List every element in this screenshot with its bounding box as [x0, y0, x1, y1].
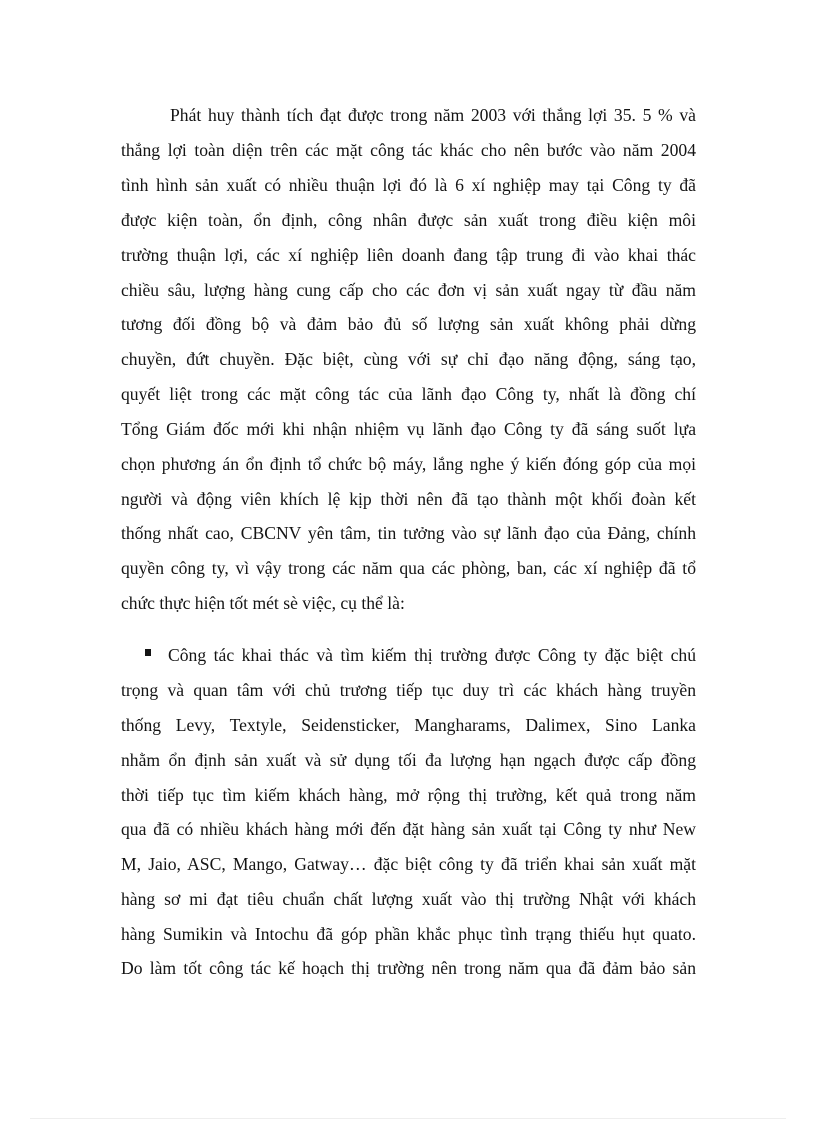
bullet-line: Do làm tốt công tác kế hoạch thị trường nên trong năm qua đã đảm bảo sản [121, 958, 696, 978]
paragraph-line: chức thực hiện tốt mét sè việc, cụ thể là: [121, 593, 405, 613]
paragraph-line: chọn phương án ổn định tổ chức bộ máy, lắng nghe ý kiến đóng góp của mọi [121, 454, 696, 474]
bullet-line: qua đã có nhiều khách hàng mới đến đặt hàng sản xuất tại Công ty như New [121, 819, 696, 839]
bullet-line: hàng sơ mi đạt tiêu chuẩn chất lượng xuất vào thị trường Nhật với khách [121, 889, 696, 909]
paragraph-line: chiều sâu, lượng hàng cung cấp cho các đơn vị sản xuất ngay từ đầu năm [121, 280, 696, 300]
bullet-line: hàng Sumikin và Intochu đã góp phần khắc phục tình trạng thiếu hụt quato. [121, 924, 696, 944]
paragraph-line: quyết liệt trong các mặt công tác của lãnh đạo Công ty, nhất là đồng chí [121, 384, 696, 404]
bullet-line: M, Jaio, ASC, Mango, Gatway… đặc biệt công ty đã triển khai sản xuất mặt [121, 854, 696, 874]
paragraph-line: được kiện toàn, ổn định, công nhân được sản xuất trong điều kiện môi [121, 210, 696, 230]
paragraph-line: chuyền, đứt chuyền. Đặc biệt, cùng với sự chỉ đạo năng động, sáng tạo, [121, 349, 696, 369]
paragraph-line: người và động viên khích lệ kịp thời nên đã tạo thành một khối đoàn kết [121, 489, 696, 509]
bullet-line: thời tiếp tục tìm kiếm khách hàng, mở rộng thị trường, kết quả trong năm [121, 785, 696, 805]
paragraph-line: trường thuận lợi, các xí nghiệp liên doanh đang tập trung đi vào khai thác [121, 245, 696, 265]
paragraph-line: tương đối đồng bộ và đảm bảo đủ số lượng sản xuất không phải dừng [121, 314, 696, 334]
paragraph-line: thắng lợi toàn diện trên các mặt công tác khác cho nên bước vào năm 2004 [121, 140, 696, 160]
paragraph-line: Tổng Giám đốc mới khi nhận nhiệm vụ lãnh đạo Công ty đã sáng suốt lựa [121, 419, 696, 439]
bullet-square-icon [145, 649, 151, 656]
paragraph-line: Phát huy thành tích đạt được trong năm 2003 với thắng lợi 35. 5 % và [170, 105, 696, 125]
paragraph-line: tình hình sản xuất có nhiều thuận lợi đó là 6 xí nghiệp may tại Công ty đã [121, 175, 696, 195]
page-bottom-edge [30, 1118, 786, 1119]
bullet-line: Công tác khai thác và tìm kiếm thị trường được Công ty đặc biệt chú [168, 645, 696, 665]
paragraph-line: quyền công ty, vì vậy trong các năm qua các phòng, ban, các xí nghiệp đã tổ [121, 558, 696, 578]
paragraph-line: thống nhất cao, CBCNV yên tâm, tin tưởng vào sự lãnh đạo của Đảng, chính [121, 523, 696, 543]
bullet-line: nhằm ổn định sản xuất và sử dụng tối đa lượng hạn ngạch được cấp đồng [121, 750, 696, 770]
bullet-line: trọng và quan tâm với chủ trương tiếp tục duy trì các khách hàng truyền [121, 680, 696, 700]
bullet-line: thống Levy, Textyle, Seidensticker, Mangharams, Dalimex, Sino Lanka [121, 715, 696, 735]
